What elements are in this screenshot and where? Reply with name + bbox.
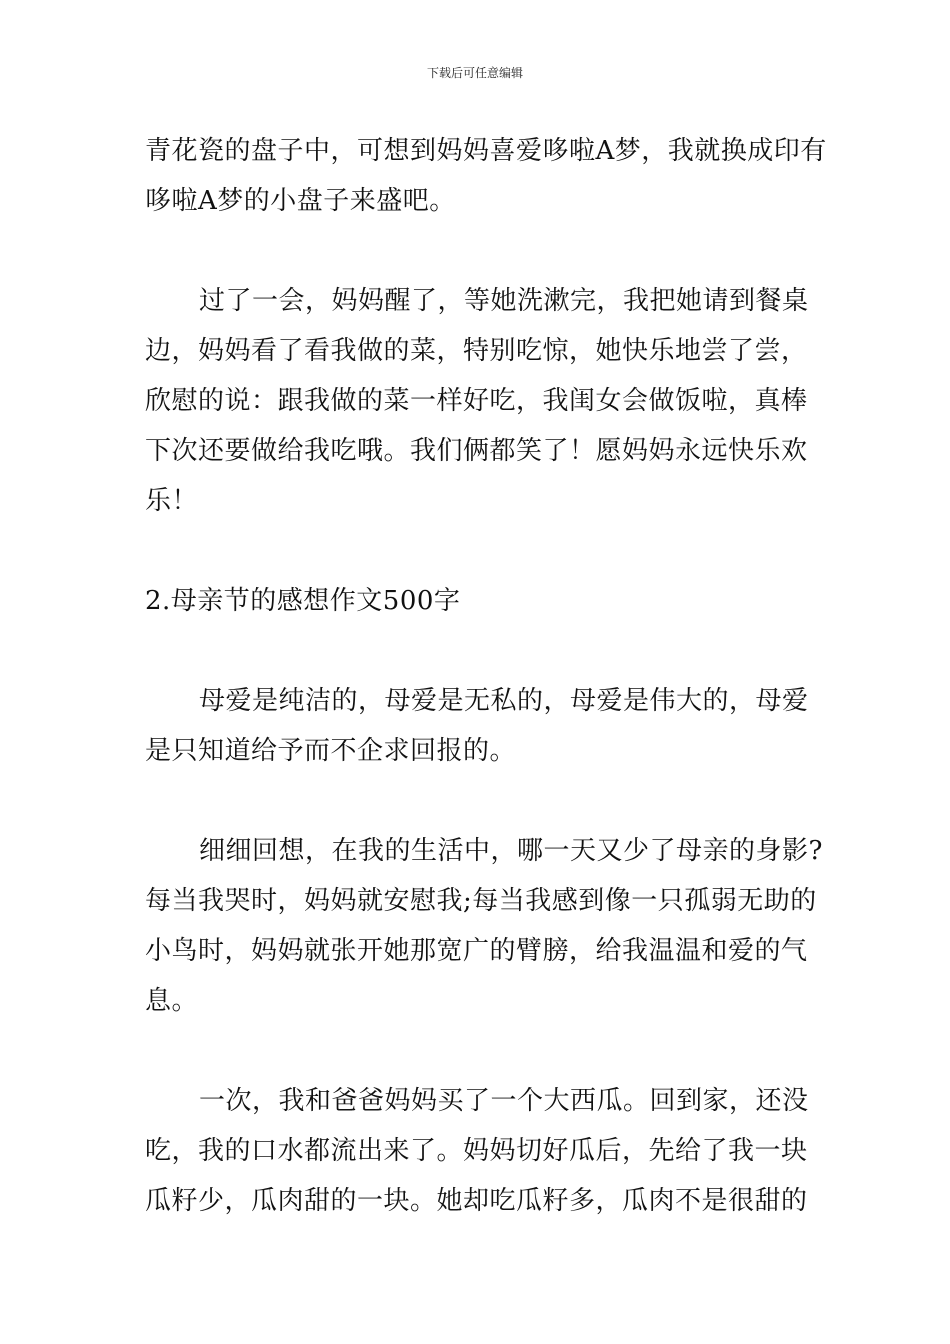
text-line: 哆啦A梦的小盘子来盛吧。 xyxy=(145,186,456,216)
text-line: 母爱是纯洁的，母爱是无私的，母爱是伟大的，母爱 xyxy=(199,686,809,716)
heading-text: 2.母亲节的感想作文500字 xyxy=(145,586,461,616)
text-line: 欣慰的说：跟我做的菜一样好吃，我闺女会做饭啦，真棒 xyxy=(145,386,808,416)
text-line: 过了一会，妈妈醒了，等她洗漱完，我把她请到餐桌 xyxy=(199,286,809,316)
text-line: 边，妈妈看了看我做的菜，特别吃惊，她快乐地尝了尝， xyxy=(145,336,808,366)
paragraph xyxy=(145,676,815,776)
text-line: 瓜籽少，瓜肉甜的一块。她却吃瓜籽多，瓜肉不是很甜的 xyxy=(145,1186,808,1216)
paragraph xyxy=(145,126,827,226)
text-line: 吃，我的口水都流出来了。妈妈切好瓜后，先给了我一块 xyxy=(145,1136,808,1166)
document-body xyxy=(145,126,827,1226)
section-heading xyxy=(145,576,815,626)
text-line: 小鸟时，妈妈就张开她那宽广的臂膀，给我温温和爱的气 xyxy=(145,936,808,966)
text-line: 每当我哭时，妈妈就安慰我;每当我感到像一只孤弱无助的 xyxy=(145,886,817,916)
paragraph xyxy=(145,826,823,1026)
paragraph xyxy=(145,1076,815,1226)
text-line: 下次还要做给我吃哦。我们俩都笑了！愿妈妈永远快乐欢 xyxy=(145,436,808,466)
text-line: 细细回想，在我的生活中，哪一天又少了母亲的身影? xyxy=(199,836,823,866)
paragraph xyxy=(145,276,815,526)
text-line: 是只知道给予而不企求回报的。 xyxy=(145,736,517,766)
page-header: 下载后可任意编辑 xyxy=(426,66,523,80)
text-line: 青花瓷的盘子中，可想到妈妈喜爱哆啦A梦，我就换成印有 xyxy=(145,136,827,166)
text-line: 息。 xyxy=(145,986,199,1016)
text-line: 一次，我和爸爸妈妈买了一个大西瓜。回到家，还没 xyxy=(199,1086,809,1116)
text-line: 乐！ xyxy=(145,486,199,516)
